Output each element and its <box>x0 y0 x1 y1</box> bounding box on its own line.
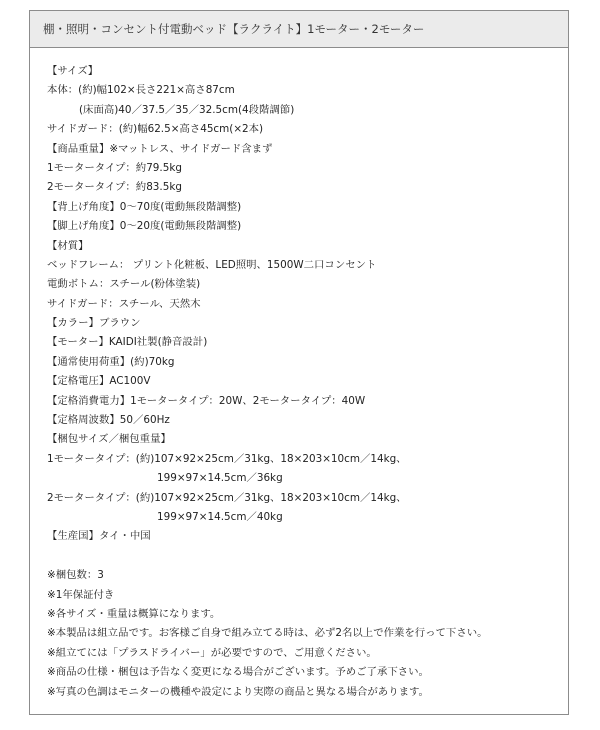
package-2motor: 2モータータイプ：(約)107×92×25cm／31kg、18×203×10cm／14kg、 <box>47 491 407 504</box>
note-warranty: ※1年保証付き <box>47 588 115 601</box>
weight-2motor: 2モータータイプ：約83.5kg <box>47 181 182 194</box>
note-approximate: ※各サイズ・重量は概算になります。 <box>47 607 221 620</box>
size-body: 本体：(約)幅102×長さ221×高さ87cm <box>47 84 235 97</box>
spec-table <box>29 10 569 715</box>
spec-body <box>30 48 568 702</box>
section-size-heading: 【サイズ】 <box>47 65 99 77</box>
spec-header <box>30 11 568 48</box>
note-assembly: ※本製品は組立品です。お客様ご自身で組み立てる時は、必ず2名以上で作業を行って下さい。 <box>47 627 488 640</box>
note-photo-color: ※写真の色調はモニターの機種や設定により実際の商品と異なる場合があります。 <box>47 685 429 698</box>
package-1motor: 1モータータイプ：(約)107×92×25cm／31kg、18×203×10cm／14kg、 <box>47 452 407 465</box>
note-package-count: ※梱包数：3 <box>47 569 104 582</box>
package-1motor-cont: 199×97×14.5cm／36kg <box>157 472 283 485</box>
motor: 【モーター】KAIDI社製(静音設計) <box>47 336 208 349</box>
material-frame: ベッドフレーム： プリント化粧板、LED照明、1500W二口コンセント <box>47 258 377 271</box>
back-angle: 【背上げ角度】0～70度(電動無段階調整) <box>47 200 242 213</box>
size-side-guard: サイドガード：(約)幅62.5×高さ45cm(×2本) <box>47 123 264 136</box>
country-of-origin: 【生産国】タイ・中国 <box>47 530 151 543</box>
size-floor-height: (床面高)40／37.5／35／32.5cm(4段階調節) <box>79 103 295 116</box>
material-bottom: 電動ボトム：スチール(粉体塗装) <box>47 278 201 291</box>
spacer <box>47 547 568 566</box>
leg-angle: 【脚上げ角度】0～20度(電動無段階調整) <box>47 220 242 233</box>
note-spec-change: ※商品の仕様・梱包は予告なく変更になる場合がございます。予めご了承下さい。 <box>47 666 429 679</box>
rated-frequency: 【定格周波数】50／60Hz <box>47 414 170 427</box>
section-weight-heading: 【商品重量】※マットレス、サイドガード含まず <box>47 142 273 155</box>
rated-voltage: 【定格電圧】AC100V <box>47 375 151 388</box>
material-side-guard: サイドガード：スチール、天然木 <box>47 297 201 310</box>
color: 【カラー】ブラウン <box>47 317 141 330</box>
note-screwdriver: ※組立てには「プラスドライバー」が必要ですので、ご用意ください。 <box>47 646 377 659</box>
package-2motor-cont: 199×97×14.5cm／40kg <box>157 510 283 523</box>
product-title: 棚・照明・コンセント付電動ベッド【ラクライト】1モーター・2モーター <box>43 22 425 36</box>
rated-power: 【定格消費電力】1モータータイプ：20W、2モータータイプ：40W <box>47 394 366 407</box>
section-package-heading: 【梱包サイズ／梱包重量】 <box>47 433 171 446</box>
weight-1motor: 1モータータイプ：約79.5kg <box>47 161 182 174</box>
section-material-heading: 【材質】 <box>47 239 89 252</box>
normal-load: 【通常使用荷重】(約)70kg <box>47 355 175 368</box>
